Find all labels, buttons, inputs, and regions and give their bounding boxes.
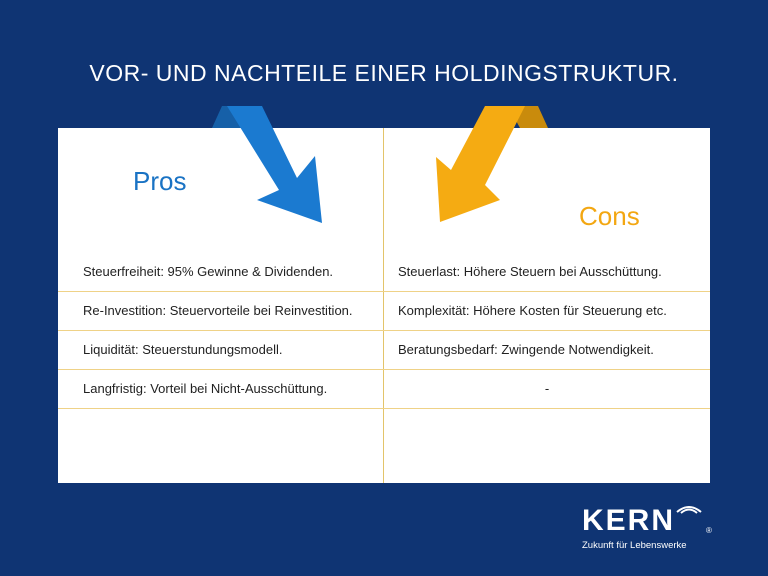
con-item: Steuerlast: Höhere Steuern bei Ausschüttung. [398,264,662,279]
page-title: VOR- UND NACHTEILE EINER HOLDINGSTRUKTUR. [89,60,679,86]
logo-waves-icon [674,500,704,514]
logo-wordmark: KERN [582,504,676,537]
con-item: Komplexität: Höhere Kosten für Steuerung etc. [398,303,667,318]
con-item: - [544,381,550,396]
pro-item: Steuerfreiheit: 95% Gewinne & Dividenden. [83,264,334,279]
con-item: Beratungsbedarf: Zwingende Notwendigkeit. [398,342,654,357]
logo-tagline: Zukunft für Lebenswerke [582,540,687,551]
kern-logo [582,500,722,560]
pro-item: Liquidität: Steuerstundungsmodell. [83,342,283,357]
cons-heading: Cons [579,201,640,231]
pro-item: Re-Investition: Steuervorteile bei Reinvestition. [83,303,353,318]
blue-arrow-icon [227,106,322,223]
pro-item: Langfristig: Vorteil bei Nicht-Ausschüttung. [83,381,328,396]
registered-mark: ® [706,526,712,535]
pros-heading: Pros [133,166,187,196]
orange-arrow-icon [436,106,525,222]
